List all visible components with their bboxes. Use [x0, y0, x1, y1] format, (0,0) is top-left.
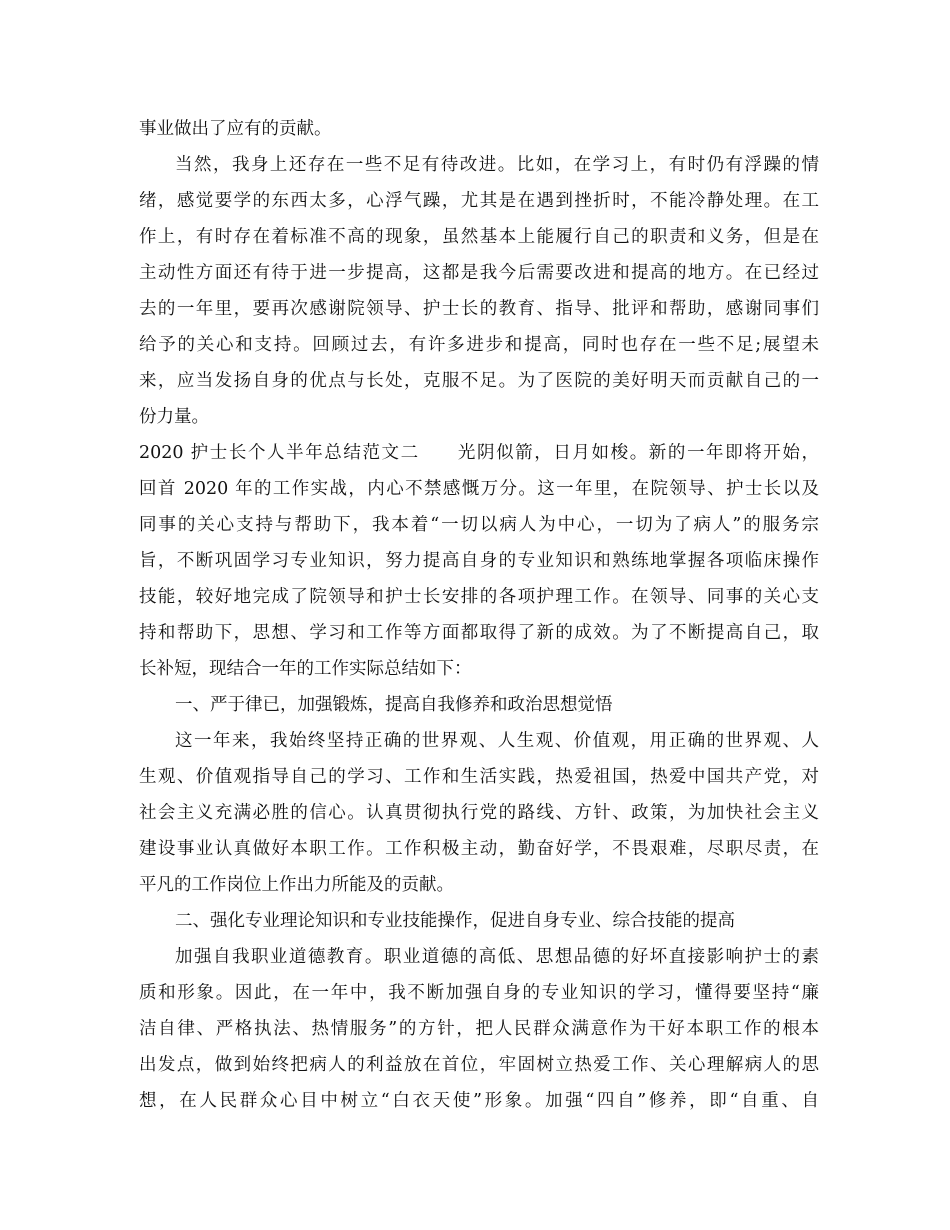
text-line: 质和形象。因此，在一年中，我不断加强自身的专业知识的学习，懂得要坚持“廉 [139, 983, 819, 1003]
text-line: 事业做出了应有的贡献。 [139, 119, 332, 139]
text-line: 份力量。 [139, 407, 209, 427]
text-line: 平凡的工作岗位上作出力所能及的贡献。 [139, 875, 454, 895]
text-line: 绪，感觉要学的东西太多，心浮气躁，尤其是在遇到挫折时，不能冷静处理。在工 [139, 191, 819, 211]
paragraph-first-line: 当然，我身上还存在一些不足有待改进。比如，在学习上，有时仍有浮躁的情 [175, 155, 819, 175]
text-line: 社会主义充满必胜的信心。认真贯彻执行党的路线、方针、政策，为加快社会主义 [139, 803, 819, 823]
text-line: 旨，不断巩固学习专业知识，努力提高自身的专业知识和熟练地掌握各项临床操作 [139, 551, 819, 571]
text-line: 去的一年里，要再次感谢院领导、护士长的教育、指导、批评和帮助，感谢同事们 [139, 299, 819, 319]
paragraph-first-line: 加强自我职业道德教育。职业道德的高低、思想品德的好坏直接影响护士的素 [175, 947, 819, 967]
text-line: 长补短，现结合一年的工作实际总结如下： [139, 659, 472, 679]
text-line: 持和帮助下，思想、学习和工作等方面都取得了新的成效。为了不断提高自己，取 [139, 623, 819, 643]
text-line: 主动性方面还有待于进一步提高，这都是我今后需要改进和提高的地方。在已经过 [139, 263, 819, 283]
text-line: 作上，有时存在着标准不高的现象，虽然基本上能履行自己的职责和义务，但是在 [139, 227, 819, 247]
text-line: 技能，较好地完成了院领导和护士长安排的各项护理工作。在领导、同事的关心支 [139, 587, 819, 607]
section-heading: 一、严于律已，加强锻炼，提高自我修养和政治思想觉悟 [175, 695, 613, 715]
text-line: 想，在人民群众心目中树立“白衣天使”形象。加强“四自”修养，即“自重、自 [139, 1091, 819, 1111]
text-line: 回首 2020 年的工作实战，内心不禁感慨万分。这一年里，在院领导、护士长以及 [139, 479, 819, 499]
text-line: 出发点，做到始终把病人的利益放在首位，牢固树立热爱工作、关心理解病人的思 [139, 1055, 819, 1075]
text-line: 建设事业认真做好本职工作。工作积极主动，勤奋好学，不畏艰难，尽职尽责，在 [139, 839, 819, 859]
text-line: 洁自律、严格执法、热情服务”的方针，把人民群众满意作为干好本职工作的根本 [139, 1019, 819, 1039]
text-line: 同事的关心支持与帮助下，我本着“一切以病人为中心，一切为了病人”的服务宗 [139, 515, 819, 535]
text-line: 生观、价值观指导自己的学习、工作和生活实践，热爱祖国，热爱中国共产党，对 [139, 767, 819, 787]
text-line: 来，应当发扬自身的优点与长处，克服不足。为了医院的美好明天而贡献自己的一 [139, 371, 819, 391]
text-line: 给予的关心和支持。回顾过去，有许多进步和提高，同时也存在一些不足;展望未 [139, 335, 819, 355]
paragraph-first-line: 这一年来，我始终坚持正确的世界观、人生观、价值观，用正确的世界观、人 [175, 731, 819, 751]
section-title-line: 2020 护士长个人半年总结范文二 光阴似箭，日月如梭。新的一年即将开始， [139, 443, 819, 463]
section-heading: 二、强化专业理论知识和专业技能操作，促进自身专业、综合技能的提高 [175, 911, 735, 931]
